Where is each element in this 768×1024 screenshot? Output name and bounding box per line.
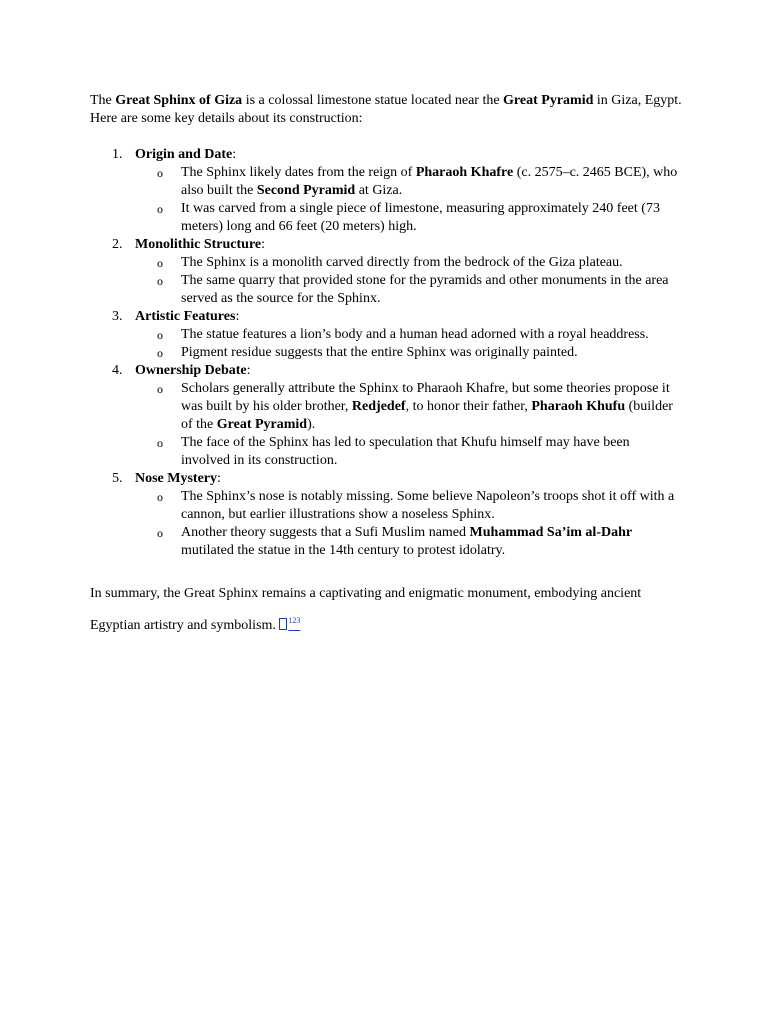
list-item-nose: 5. Nose Mystery: o The Sphinx’s nose is notably missing. Some believe Napoleon’s troops shot it off with a cannon, but earlier illustrations show a noseless Sphinx. o Another theory suggests that a Sufi Muslim named Muhammad Sa’im al-Dahr mutilated the statue in the 14th century to protest idolatry. xyxy=(90,470,682,560)
sub-list xyxy=(135,164,682,236)
bullet-icon: o xyxy=(157,256,163,270)
bullet-icon: o xyxy=(157,202,163,216)
sub-list-item: o The Sphinx’s nose is notably missing. Some believe Napoleon’s troops shot it off with a cannon, but earlier illustrations show a noseless Sphinx. xyxy=(157,489,675,522)
document-page xyxy=(90,92,682,642)
sub-list xyxy=(135,488,682,560)
sub-list-item: o The Sphinx is a monolith carved directly from the bedrock of the Giza plateau. xyxy=(157,255,623,270)
sub-list-item: o Scholars generally attribute the Sphinx to Pharaoh Khafre, but some theories propose it was built by his older brother, Redjedef, to honor their father, Pharaoh Khufu (builder of the Great Pyramid). xyxy=(157,381,673,432)
intro-bold-sphinx: Great Sphinx of Giza xyxy=(115,93,243,108)
list-item-origin: 1. Origin and Date: o The Sphinx likely dates from the reign of Pharaoh Khafre (c. 2575–c. 2465 BCE), who also built the Second Pyramid at Giza. o It was carved from a single piece of limestone, measuring approximately 240 feet (73 meters) long and 66 feet (20 meters) high. xyxy=(90,146,682,236)
summary-paragraph: In summary, the Great Sphinx remains a captivating and enigmatic monument, embodying ancient Egyptian artistry and symbolism. $^{123}$ xyxy=(90,586,642,633)
sub-list xyxy=(135,326,682,362)
sub-list-item: o The face of the Sphinx has led to speculation that Khufu himself may have been involved in its construction. xyxy=(157,435,630,468)
intro-paragraph: The Great Sphinx of Giza is a colossal limestone statue located near the Great Pyramid in Giza, Egypt. Here are some key details about its construction: xyxy=(90,93,682,126)
citation-refs: 123 xyxy=(288,616,301,625)
bullet-icon: o xyxy=(157,436,163,450)
section-title: Monolithic Structure xyxy=(135,237,262,252)
sub-list-item: o The Sphinx likely dates from the reign of Pharaoh Khafre (c. 2575–c. 2465 BCE), who also built the Second Pyramid at Giza. xyxy=(157,165,678,198)
sub-list-item: o Pigment residue suggests that the entire Sphinx was originally painted. xyxy=(157,345,578,360)
sub-list-item: o The same quarry that provided stone for the pyramids and other monuments in the area served as the source for the Sphinx. xyxy=(157,273,669,306)
bullet-icon: o xyxy=(157,382,163,396)
section-title: Artistic Features xyxy=(135,309,236,324)
list-item-ownership: 4. Ownership Debate: o Scholars generally attribute the Sphinx to Pharaoh Khafre, but some theories propose it was built by his older brother, Redjedef, to honor their father, Pharaoh Khufu (builder of the Great Pyramid). o The face of the Sphinx has led to speculation that Khufu himself may have been involved in its construction. xyxy=(90,362,682,470)
bullet-icon: o xyxy=(157,274,163,288)
list-number: 3. xyxy=(112,309,123,324)
intro-bold-pyramid: Great Pyramid xyxy=(503,93,594,108)
list-item-monolithic: 2. Monolithic Structure: o The Sphinx is a monolith carved directly from the bedrock of the Giza plateau. o The same quarry that provided stone for the pyramids and other monuments in the area served as the source for the Sphinx. xyxy=(90,236,682,308)
list-number: 2. xyxy=(112,237,123,252)
bullet-icon: o xyxy=(157,526,163,540)
sub-list xyxy=(135,254,682,308)
bullet-icon: o xyxy=(157,346,163,360)
construction-list xyxy=(90,146,682,560)
sub-list-item: o Another theory suggests that a Sufi Muslim named Muhammad Sa’im al-Dahr mutilated the statue in the 14th century to protest idolatry. xyxy=(157,525,633,558)
list-item-artistic: 3. Artistic Features: o The statue features a lion’s body and a human head adorned with a royal headdress. o Pigment residue suggests that the entire Sphinx was originally painted. xyxy=(90,308,682,362)
sub-list xyxy=(135,380,682,470)
bullet-icon: o xyxy=(157,490,163,504)
citation-icon xyxy=(279,618,287,630)
sub-list-item: o The statue features a lion’s body and a human head adorned with a royal headdress. xyxy=(157,327,649,342)
bullet-icon: o xyxy=(157,328,163,342)
list-number: 4. xyxy=(112,363,123,378)
bullet-icon: o xyxy=(157,166,163,180)
list-number: 5. xyxy=(112,471,123,486)
list-number: 1. xyxy=(112,147,123,162)
citation-link[interactable] xyxy=(279,618,300,633)
sub-list-item: o It was carved from a single piece of limestone, measuring approximately 240 feet (73 meters) long and 66 feet (20 meters) high. xyxy=(157,201,660,234)
section-title: Origin and Date xyxy=(135,147,233,162)
section-title: Ownership Debate xyxy=(135,363,247,378)
section-title: Nose Mystery xyxy=(135,471,218,486)
